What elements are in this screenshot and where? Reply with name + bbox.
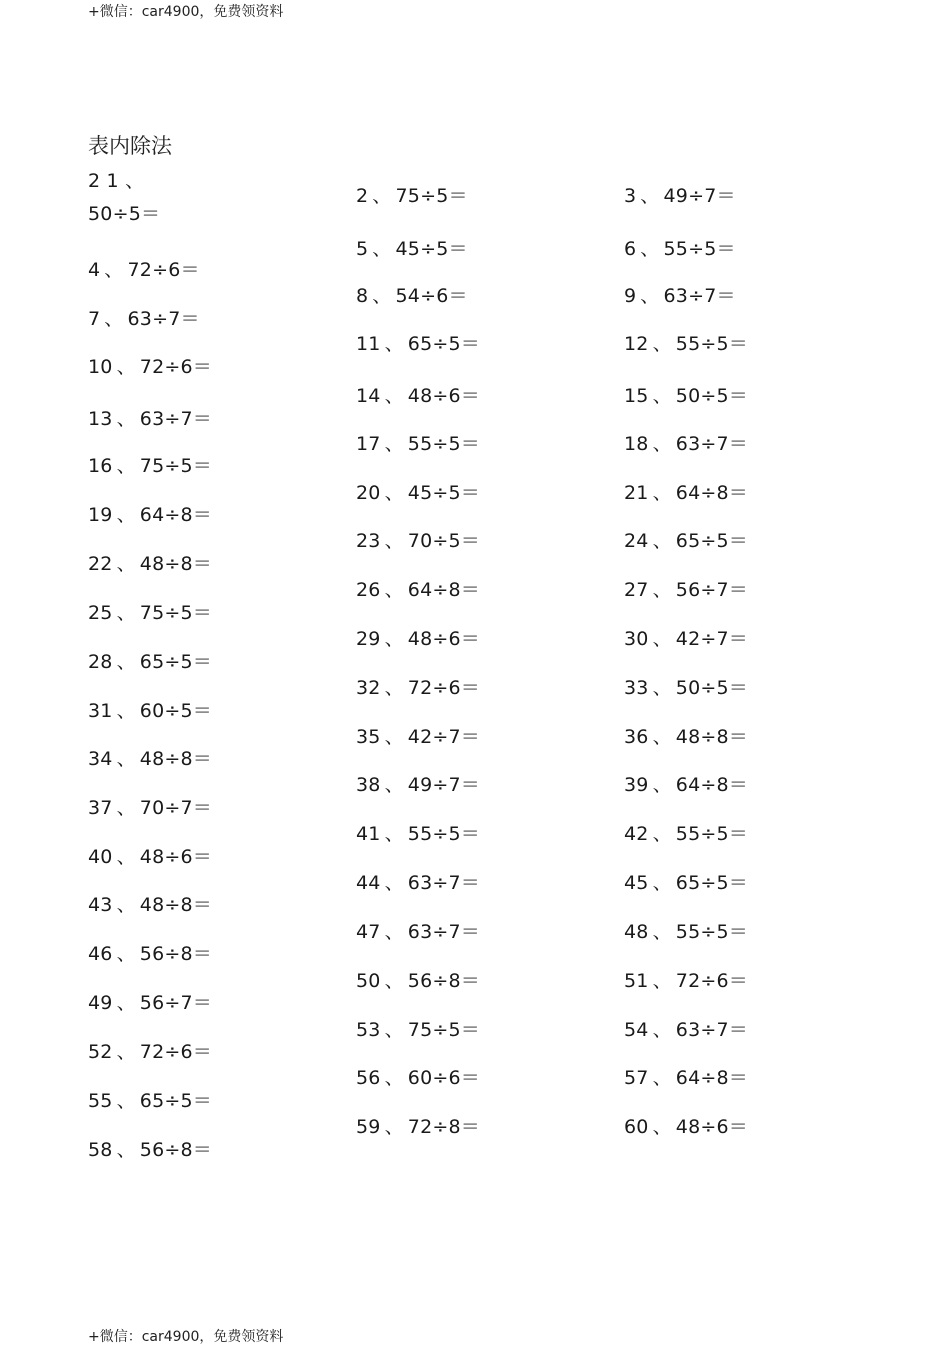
problem-separator: 、 <box>652 333 672 355</box>
problem-60 <box>624 1112 748 1139</box>
problem-separator: 、 <box>652 677 672 699</box>
problem-separator: 、 <box>116 408 136 430</box>
problem-expression: 48÷8＝ <box>139 553 212 575</box>
problem-number: 36 <box>624 726 649 748</box>
problem-expression: 72÷6＝ <box>139 1041 212 1063</box>
problem-46 <box>88 939 212 966</box>
problem-7 <box>88 304 200 331</box>
problem-34 <box>88 744 212 771</box>
problem-separator: 、 <box>116 797 136 819</box>
problem-expression: 63÷7＝ <box>407 872 480 894</box>
watermark-top: +微信：car4900，免费领资料 <box>88 4 284 20</box>
problem-2 <box>356 181 468 208</box>
problem-expression: 55÷5＝ <box>675 921 748 943</box>
problem-42 <box>624 819 748 846</box>
problem-separator: 、 <box>640 185 660 207</box>
problem-separator: 、 <box>652 482 672 504</box>
problem-number: 40 <box>88 846 113 868</box>
problem-number: 47 <box>356 921 381 943</box>
problem-27 <box>624 575 748 602</box>
problem-number: 16 <box>88 455 113 477</box>
problem-number: 39 <box>624 774 649 796</box>
problem-expression: 48÷6＝ <box>675 1116 748 1138</box>
problem-25 <box>88 598 212 625</box>
problem-number: 12 <box>624 333 649 355</box>
problem-number: 11 <box>356 333 381 355</box>
problem-24 <box>624 526 748 553</box>
problem-expression: 48÷8＝ <box>139 748 212 770</box>
problem-separator: 、 <box>384 726 404 748</box>
problem-separator: 、 <box>384 823 404 845</box>
problem-number: 19 <box>88 504 113 526</box>
problem-expression: 65÷5＝ <box>675 530 748 552</box>
problem-35 <box>356 722 480 749</box>
problem-number: 57 <box>624 1067 649 1089</box>
problem-separator: 、 <box>116 602 136 624</box>
problem-28 <box>88 647 212 674</box>
problem-11 <box>356 329 480 356</box>
problem-number: 4 <box>88 259 101 281</box>
problem-expression: 56÷8＝ <box>139 1139 212 1161</box>
problem-number: 30 <box>624 628 649 650</box>
problem-33 <box>624 673 748 700</box>
problem-expression: 75÷5＝ <box>139 602 212 624</box>
problem-number: 13 <box>88 408 113 430</box>
problem-expression: 63÷7＝ <box>663 285 736 307</box>
problem-number: 3 <box>624 185 637 207</box>
problem-expression: 50÷5＝ <box>675 677 748 699</box>
problem-16 <box>88 451 212 478</box>
problem-separator: 、 <box>116 748 136 770</box>
problem-expression: 56÷8＝ <box>139 943 212 965</box>
problem-number: 37 <box>88 797 113 819</box>
problem-number: 10 <box>88 356 113 378</box>
problem-14 <box>356 381 480 408</box>
problem-expression: 72÷6＝ <box>139 356 212 378</box>
problem-expression: 64÷8＝ <box>675 482 748 504</box>
problem-expression: 42÷7＝ <box>675 628 748 650</box>
problem-30 <box>624 624 748 651</box>
problem-separator: 、 <box>384 333 404 355</box>
problem-separator: 、 <box>116 651 136 673</box>
problem-separator: 、 <box>384 872 404 894</box>
problem-separator: 、 <box>116 992 136 1014</box>
problem-number: 32 <box>356 677 381 699</box>
problem-12 <box>624 329 748 356</box>
problem-expression: 63÷7＝ <box>407 921 480 943</box>
problem-21 <box>624 478 748 505</box>
problem-separator: 、 <box>652 1116 672 1138</box>
problem-separator: 、 <box>652 774 672 796</box>
problem-separator: 、 <box>116 846 136 868</box>
problem-separator: 、 <box>652 579 672 601</box>
problem-40 <box>88 842 212 869</box>
problem-separator: 、 <box>116 455 136 477</box>
problem-number: 46 <box>88 943 113 965</box>
problem-separator: 、 <box>372 285 392 307</box>
problem-number: 52 <box>88 1041 113 1063</box>
problem-54 <box>624 1015 748 1042</box>
problem-separator: 、 <box>384 530 404 552</box>
problem-37 <box>88 793 212 820</box>
problem-expression: 45÷5＝ <box>395 238 468 260</box>
problem-57 <box>624 1063 748 1090</box>
problem-separator: 、 <box>652 823 672 845</box>
problem-number: 24 <box>624 530 649 552</box>
problem-expression: 64÷8＝ <box>675 774 748 796</box>
problem-45 <box>624 868 748 895</box>
problem-separator: 、 <box>116 943 136 965</box>
problem-separator: 、 <box>384 970 404 992</box>
problem-number: 50 <box>356 970 381 992</box>
problem-expression: 50÷5＝ <box>675 385 748 407</box>
problem-expression: 75÷5＝ <box>139 455 212 477</box>
problem-number: 51 <box>624 970 649 992</box>
problem-expression: 42÷7＝ <box>407 726 480 748</box>
problem-36 <box>624 722 748 749</box>
problem-number: 7 <box>88 308 101 330</box>
problem-separator: 、 <box>652 628 672 650</box>
problem-number: 42 <box>624 823 649 845</box>
problem-separator: 、 <box>652 726 672 748</box>
problem-separator: 、 <box>384 1116 404 1138</box>
problem-17 <box>356 429 480 456</box>
problem-number: 14 <box>356 385 381 407</box>
problem-29 <box>356 624 480 651</box>
problem-expression: 48÷8＝ <box>139 894 212 916</box>
problem-expression: 45÷5＝ <box>407 482 480 504</box>
problem-expression: 48÷6＝ <box>407 628 480 650</box>
problem-number: 48 <box>624 921 649 943</box>
problem-separator: 、 <box>104 259 124 281</box>
problem-separator: 、 <box>652 1067 672 1089</box>
problem-separator: 、 <box>384 433 404 455</box>
problem-separator: 、 <box>384 482 404 504</box>
problem-number: 23 <box>356 530 381 552</box>
problem-number: 55 <box>88 1090 113 1112</box>
problem-expression: 65÷5＝ <box>407 333 480 355</box>
problem-number: 20 <box>356 482 381 504</box>
problem-expression: 56÷7＝ <box>675 579 748 601</box>
problem-55 <box>88 1086 212 1113</box>
problem-expression: 64÷8＝ <box>139 504 212 526</box>
problem-50 <box>356 966 480 993</box>
problem-separator: 、 <box>384 677 404 699</box>
problem-26 <box>356 575 480 602</box>
problem-expression: 55÷5＝ <box>675 333 748 355</box>
problem-number: 60 <box>624 1116 649 1138</box>
problem-expression: 48÷6＝ <box>139 846 212 868</box>
problem-expression: 54÷6＝ <box>395 285 468 307</box>
problem-separator: 、 <box>116 553 136 575</box>
problem-separator: 、 <box>652 433 672 455</box>
problem-separator: 、 <box>116 356 136 378</box>
problem-48 <box>624 917 748 944</box>
problem-expression: 49÷7＝ <box>663 185 736 207</box>
problem-expression: 56÷8＝ <box>407 970 480 992</box>
problem-41 <box>356 819 480 846</box>
problem-8 <box>356 281 468 308</box>
problem-expression: 48÷6＝ <box>407 385 480 407</box>
problem-separator: 、 <box>652 385 672 407</box>
problem-56 <box>356 1063 480 1090</box>
problem-39 <box>624 770 748 797</box>
problem-number: 58 <box>88 1139 113 1161</box>
problem-5 <box>356 234 468 261</box>
problem-separator: 、 <box>652 872 672 894</box>
problem-44 <box>356 868 480 895</box>
problem-number: 6 <box>624 238 637 260</box>
problem-expression: 56÷7＝ <box>139 992 212 1014</box>
problem-expression: 55÷5＝ <box>675 823 748 845</box>
problem-number: 35 <box>356 726 381 748</box>
problem-23 <box>356 526 480 553</box>
problem-separator: 、 <box>640 238 660 260</box>
problem-31 <box>88 696 212 723</box>
problem-number: 49 <box>88 992 113 1014</box>
problem-number: 29 <box>356 628 381 650</box>
problem-number: 56 <box>356 1067 381 1089</box>
problem-separator: 、 <box>384 579 404 601</box>
problem-separator: 、 <box>104 308 124 330</box>
problem-separator: 、 <box>652 530 672 552</box>
problem-number: 38 <box>356 774 381 796</box>
problem-number: 53 <box>356 1019 381 1041</box>
problem-expression: 65÷5＝ <box>139 651 212 673</box>
problem-expression: 55÷5＝ <box>663 238 736 260</box>
problem-expression: 65÷5＝ <box>675 872 748 894</box>
problem-separator: 、 <box>384 921 404 943</box>
problem-13 <box>88 404 212 431</box>
problem-6 <box>624 234 736 261</box>
problem-number: 15 <box>624 385 649 407</box>
problem-expression: 55÷5＝ <box>407 823 480 845</box>
problem-47 <box>356 917 480 944</box>
problem-expression: 75÷5＝ <box>395 185 468 207</box>
problem-43 <box>88 890 212 917</box>
problem-49 <box>88 988 212 1015</box>
problem-separator: 、 <box>372 185 392 207</box>
problem-expression: 64÷8＝ <box>675 1067 748 1089</box>
problem-separator: 、 <box>116 1041 136 1063</box>
problem-expression: 64÷8＝ <box>407 579 480 601</box>
problem-expression: 60÷5＝ <box>139 700 212 722</box>
problem-separator: 、 <box>116 1090 136 1112</box>
problem-number: 44 <box>356 872 381 894</box>
problem-number: 27 <box>624 579 649 601</box>
problem-1-number: 2 1 、 <box>88 170 145 192</box>
problem-38 <box>356 770 480 797</box>
problem-expression: 60÷6＝ <box>407 1067 480 1089</box>
problem-separator: 、 <box>652 970 672 992</box>
problem-9 <box>624 281 736 308</box>
problem-number: 9 <box>624 285 637 307</box>
problem-expression: 72÷6＝ <box>407 677 480 699</box>
problem-58 <box>88 1135 212 1162</box>
problem-number: 22 <box>88 553 113 575</box>
problem-expression: 75÷5＝ <box>407 1019 480 1041</box>
problem-number: 43 <box>88 894 113 916</box>
problem-number: 45 <box>624 872 649 894</box>
problem-expression: 70÷7＝ <box>139 797 212 819</box>
problem-number: 21 <box>624 482 649 504</box>
problem-separator: 、 <box>116 1139 136 1161</box>
problem-separator: 、 <box>384 774 404 796</box>
problem-20 <box>356 478 480 505</box>
problem-19 <box>88 500 212 527</box>
problem-separator: 、 <box>640 285 660 307</box>
problem-32 <box>356 673 480 700</box>
problem-separator: 、 <box>116 504 136 526</box>
problem-1-expression: 50÷5＝ <box>88 203 161 225</box>
problem-expression: 72÷6＝ <box>127 259 200 281</box>
problem-10 <box>88 352 212 379</box>
problem-separator: 、 <box>652 921 672 943</box>
problem-15 <box>624 381 748 408</box>
problem-separator: 、 <box>384 1067 404 1089</box>
problem-number: 5 <box>356 238 369 260</box>
problem-separator: 、 <box>384 628 404 650</box>
problem-expression: 49÷7＝ <box>407 774 480 796</box>
problem-expression: 63÷7＝ <box>127 308 200 330</box>
problem-number: 8 <box>356 285 369 307</box>
problem-number: 54 <box>624 1019 649 1041</box>
problem-separator: 、 <box>116 894 136 916</box>
problem-4 <box>88 255 200 282</box>
problem-expression: 63÷7＝ <box>675 433 748 455</box>
problem-expression: 63÷7＝ <box>139 408 212 430</box>
problem-51 <box>624 966 748 993</box>
problem-number: 2 <box>356 185 369 207</box>
problem-separator: 、 <box>384 385 404 407</box>
problem-expression: 72÷6＝ <box>675 970 748 992</box>
problem-number: 41 <box>356 823 381 845</box>
problem-59 <box>356 1112 480 1139</box>
problem-expression: 48÷8＝ <box>675 726 748 748</box>
problem-number: 33 <box>624 677 649 699</box>
worksheet-title: 表内除法 <box>88 134 172 158</box>
problem-number: 34 <box>88 748 113 770</box>
problem-expression: 70÷5＝ <box>407 530 480 552</box>
problem-number: 31 <box>88 700 113 722</box>
problem-number: 59 <box>356 1116 381 1138</box>
watermark-bottom: +微信：car4900，免费领资料 <box>88 1329 284 1345</box>
problem-52 <box>88 1037 212 1064</box>
problem-number: 17 <box>356 433 381 455</box>
problem-separator: 、 <box>384 1019 404 1041</box>
problem-number: 18 <box>624 433 649 455</box>
problem-expression: 72÷8＝ <box>407 1116 480 1138</box>
problem-18 <box>624 429 748 456</box>
problem-22 <box>88 549 212 576</box>
problem-separator: 、 <box>116 700 136 722</box>
problem-separator: 、 <box>372 238 392 260</box>
problem-number: 26 <box>356 579 381 601</box>
problem-expression: 63÷7＝ <box>675 1019 748 1041</box>
problem-3 <box>624 181 736 208</box>
problem-53 <box>356 1015 480 1042</box>
problem-expression: 55÷5＝ <box>407 433 480 455</box>
problem-expression: 65÷5＝ <box>139 1090 212 1112</box>
problem-separator: 、 <box>652 1019 672 1041</box>
problem-number: 25 <box>88 602 113 624</box>
problem-number: 28 <box>88 651 113 673</box>
